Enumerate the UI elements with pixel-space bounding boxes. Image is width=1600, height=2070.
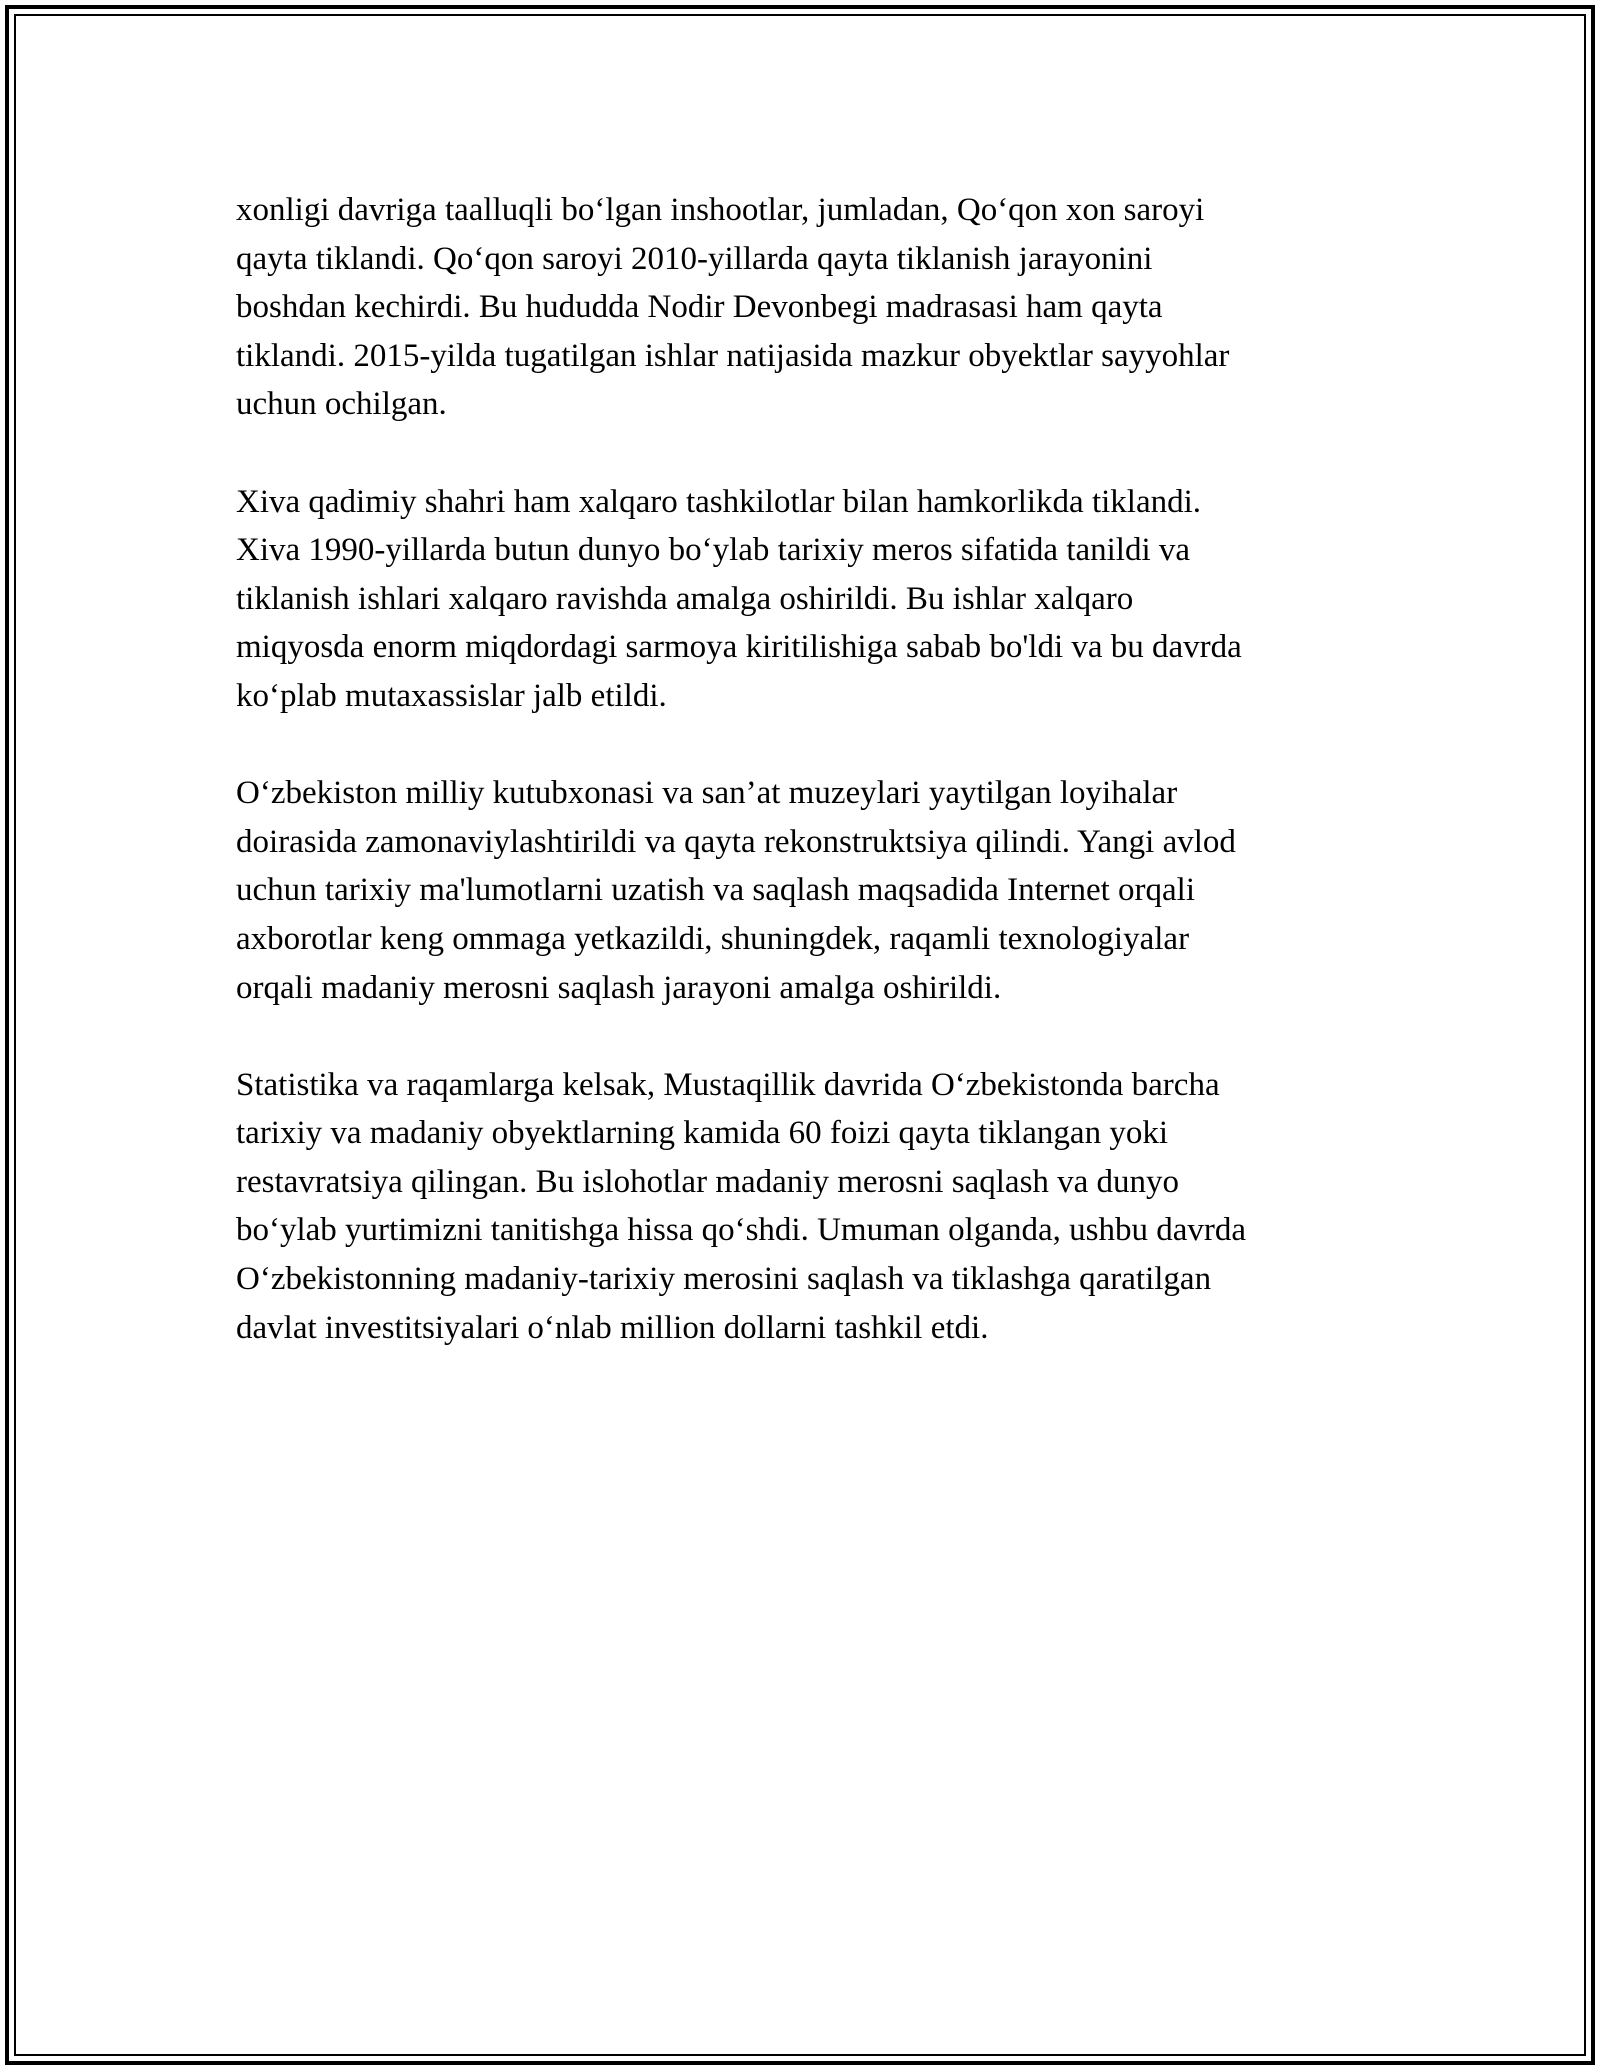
paragraph-library-museums — [236, 769, 1366, 1012]
text-line: tarixiy va madaniy obyektlarning kamida 60 foizi qayta tiklangan yoki — [236, 1115, 1168, 1152]
text-line: uchun tarixiy ma'lumotlarni uzatish va saqlash maqsadida Internet orqali — [236, 872, 1195, 909]
text-line: ko‘plab mutaxassislar jalb etildi. — [236, 677, 667, 714]
paragraph-statistics — [236, 1061, 1366, 1353]
text-line: Statistika va raqamlarga kelsak, Mustaqillik davrida O‘zbekistonda barcha — [236, 1066, 1220, 1103]
text-line: Xiva qadimiy shahri ham xalqaro tashkilotlar bilan hamkorlikda tiklandi. — [236, 483, 1202, 520]
text-line: tiklanish ishlari xalqaro ravishda amalga oshirildi. Bu ishlar xalqaro — [236, 580, 1134, 617]
text-line: boshdan kechirdi. Bu hududda Nodir Devonbegi madrasasi ham qayta — [236, 289, 1163, 326]
text-line: O‘zbekistonning madaniy-tarixiy merosini saqlash va tiklashga qaratilgan — [236, 1261, 1212, 1298]
text-line: qayta tiklandi. Qo‘qon saroyi 2010-yillarda qayta tiklanish jarayonini — [236, 240, 1153, 277]
text-line: davlat investitsiyalari o‘nlab million dollarni tashkil etdi. — [236, 1309, 989, 1346]
text-line: miqyosda enorm miqdordagi sarmoya kiritilishiga sabab bo'ldi va bu davrda — [236, 629, 1242, 666]
text-line: O‘zbekiston milliy kutubxonasi va san’at muzeylari yaytilgan loyihalar — [236, 775, 1178, 812]
text-line: tiklandi. 2015-yilda tugatilgan ishlar natijasida mazkur obyektlar sayyohlar — [236, 337, 1230, 374]
text-line: restavratsiya qilingan. Bu islohotlar madaniy merosni saqlash va dunyo — [236, 1163, 1180, 1200]
paragraph-kokand — [236, 186, 1366, 429]
text-line: Xiva 1990-yillarda butun dunyo bo‘ylab tarixiy meros sifatida tanildi va — [236, 532, 1191, 569]
text-line: orqali madaniy merosni saqlash jarayoni amalga oshirildi. — [236, 969, 1002, 1006]
text-line: bo‘ylab yurtimizni tanitishga hissa qo‘shdi. Umuman olganda, ushbu davrda — [236, 1212, 1246, 1249]
paragraph-khiva — [236, 478, 1366, 721]
text-line: xonligi davriga taalluqli bo‘lgan inshootlar, jumladan, Qo‘qon xon saroyi — [236, 192, 1205, 228]
text-line: doirasida zamonaviylashtirildi va qayta rekonstruktsiya qilindi. Yangi avlod — [236, 823, 1236, 860]
text-line: uchun ochilgan. — [236, 386, 447, 423]
text-line: axborotlar keng ommaga yetkazildi, shuningdek, raqamli texnologiyalar — [236, 920, 1190, 957]
document-body — [236, 186, 1366, 1401]
